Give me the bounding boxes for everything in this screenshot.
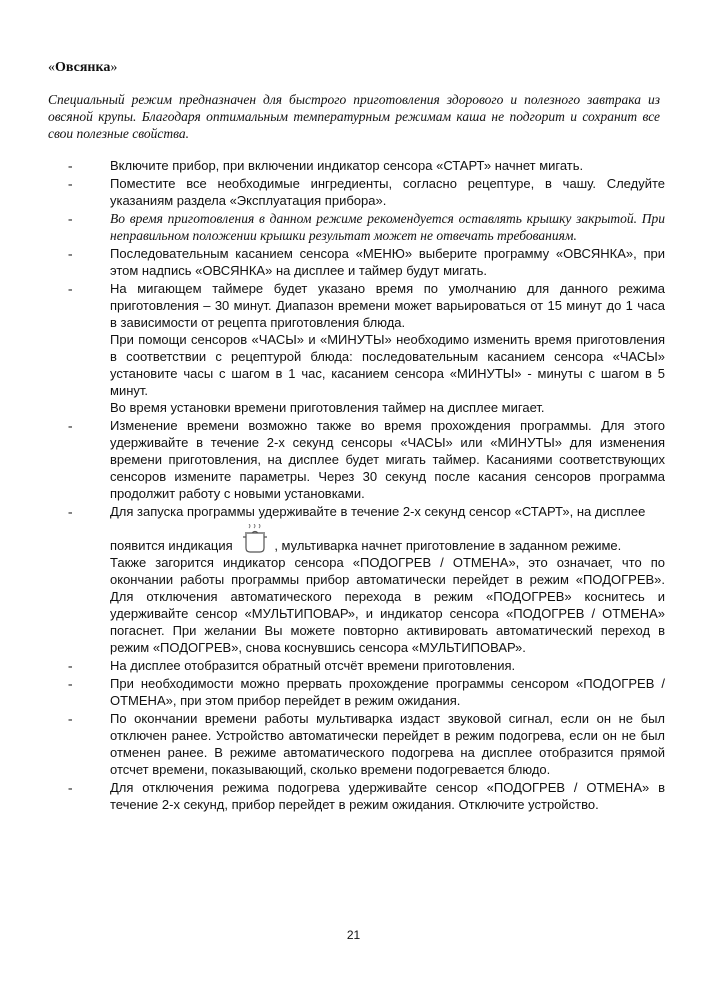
item-text: Поместите все необходимые ингредиенты, согласно рецептуре, в чашу. Следуйте указаниям раздела «Эксплуатация прибора».	[110, 176, 665, 208]
list-item	[0, 175, 707, 209]
list-dash: -	[68, 158, 73, 173]
item-text: При помощи сенсоров «ЧАСЫ» и «МИНУТЫ» необходимо изменить время приготовления в соответствии с рецептурой блюда: последовательным касанием сенсора «ЧАСЫ» установите часы с шагом в 1 час, касанием сенсора «МИНУТЫ» - минуты с шагом в 5 минут.	[110, 332, 665, 398]
title-name: Овсянка	[55, 60, 111, 75]
item-text: Во время установки времени приготовления таймер на дисплее мигает.	[110, 400, 545, 415]
item-text: По окончании времени работы мультиварка издаст звуковой сигнал, если он не был отключен ранее. Устройство автоматически перейдет в режим подогрева, если он не был отменен ранее. В режиме автоматического подогрева на дисплее отобразится прямой отсчет времени, показывающий, сколько времени подогревается блюдо.	[110, 711, 665, 777]
item-text: Для отключения режима подогрева удерживайте сенсор «ПОДОГРЕВ / ОТМЕНА» в течение 2-х секунд, прибор перейдет в режим ожидания. Отключите устройство.	[110, 780, 665, 812]
section-title	[48, 60, 117, 76]
list-dash: -	[68, 711, 73, 726]
item-text: появится индикация	[110, 538, 233, 553]
item-text: Во время приготовления в данном режиме рекомендуется оставлять крышку закрытой. При неправильном положении крышки результат может не отвечать требованиям.	[110, 211, 665, 243]
instruction-list	[0, 157, 707, 814]
list-dash: -	[68, 246, 73, 261]
list-dash: -	[68, 676, 73, 691]
list-item	[0, 675, 707, 709]
page-number: 21	[346, 928, 361, 942]
item-text: Включите прибор, при включении индикатор сенсора «СТАРТ» начнет мигать.	[110, 158, 584, 173]
item-text: Также загорится индикатор сенсора «ПОДОГРЕВ / ОТМЕНА», это означает, что по окончании работы программы прибор автоматически перейдет в режим «ПОДОГРЕВ». Для отключения автоматического перехода в режим «ПОДОГРЕВ» коснитесь и удерживайте сенсор «МУЛЬТИПОВАР», и индикатор сенсора «ПОДОГРЕВ / ОТМЕНА» погаснет. При желании Вы можете повторно активировать автоматический переход в режим «ПОДОГРЕВ», снова коснувшись сенсора «МУЛЬТИПОВАР».	[110, 555, 665, 655]
list-item	[0, 245, 707, 279]
list-item	[0, 210, 707, 244]
item-text: Последовательным касанием сенсора «МЕНЮ» выберите программу «ОВСЯНКА», при этом надпись «ОВСЯНКА» на дисплее и таймер будут мигать.	[110, 246, 665, 278]
list-dash: -	[68, 176, 73, 191]
indicator-line	[110, 524, 665, 554]
list-item	[0, 280, 707, 416]
list-item	[0, 417, 707, 502]
list-dash: -	[68, 418, 73, 433]
list-dash: -	[68, 780, 73, 795]
title-quote-open: «	[48, 60, 55, 75]
list-item	[0, 157, 707, 174]
list-dash: -	[68, 658, 73, 673]
warming-pot-icon	[240, 524, 270, 554]
item-text: , мультиварка начнет приготовление в заданном режиме.	[274, 538, 622, 553]
intro-paragraph: Специальный режим предназначен для быстрого приготовления здорового и полезного завтрака из овсяной крупы. Благодаря оптимальным температурным режимам каша не подгорит и сохранит все свои полезные свойства.	[48, 92, 660, 141]
list-item	[0, 710, 707, 778]
list-dash: -	[68, 504, 73, 519]
item-text: Изменение времени возможно также во время прохождения программы. Для этого удерживайте в течение 2-х секунд сенсоры «ЧАСЫ» или «МИНУТЫ» для изменения времени приготовления, на дисплее будет мигать таймер. Касаниями соответствующих сенсоров измените параметры. Через 30 секунд после касания сенсоров программа продолжит работу с новыми установками.	[110, 418, 665, 501]
title-quote-close: »	[110, 60, 118, 75]
list-item	[0, 503, 707, 656]
item-text: На мигающем таймере будет указано время по умолчанию для данного режима приготовления – 30 минут. Диапазон времени может варьироваться от 15 минут до 1 часа в зависимости от рецепта приготовления блюда.	[110, 281, 665, 330]
item-text: При необходимости можно прервать прохождение программы сенсором «ПОДОГРЕВ / ОТМЕНА», при этом прибор перейдет в режим ожидания.	[110, 676, 665, 708]
item-text: На дисплее отобразится обратный отсчёт времени приготовления.	[110, 658, 516, 673]
list-dash: -	[68, 211, 73, 226]
item-text: Для запуска программы удерживайте в течение 2-х секунд сенсор «СТАРТ», на дисплее	[110, 504, 646, 519]
list-dash: -	[68, 281, 73, 296]
list-item	[0, 779, 707, 813]
list-item	[0, 657, 707, 674]
